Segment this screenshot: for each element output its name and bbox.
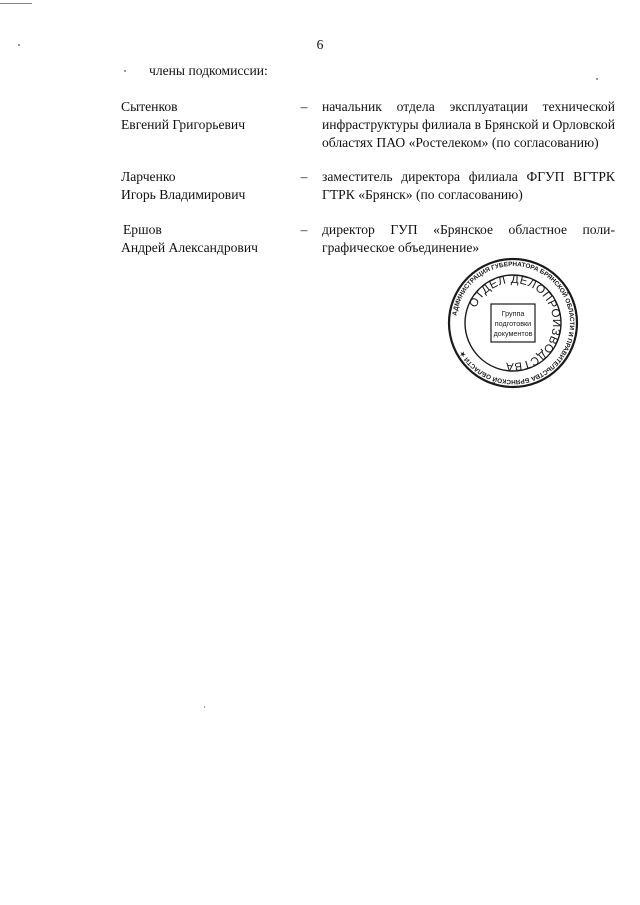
member-name [123, 221, 293, 257]
member-role: директор ГУП «Брянское областное полиграфическое объединение» [322, 222, 615, 255]
stamp-center-line: документов [493, 329, 533, 338]
member-name [121, 98, 291, 134]
stamp-outer-ring-text: АДМИНИСТРАЦИЯ ГУБЕРНАТОРА БРЯНСКОЙ ОБЛАСТИ И ПРАВИТЕЛЬСТВА БРЯНСКОЙ ОБЛАСТИ ★ [451, 260, 576, 386]
member-surname: Сытенков [121, 99, 178, 114]
page-number: 6 [316, 37, 324, 52]
member-dash: – [300, 169, 308, 184]
scan-edge-mark [0, 3, 32, 4]
scan-speck [596, 78, 598, 80]
member-role: заместитель директора филиала ФГУП ВГТРК ГТРК «Брянск» (по согласованию) [322, 169, 615, 202]
member-given-names: Евгений Григорьевич [121, 117, 246, 132]
member-given-names: Андрей Александрович [121, 240, 258, 255]
official-stamp [447, 257, 579, 389]
scan-speck [204, 706, 205, 708]
section-label: члены подкомиссии: [149, 63, 268, 78]
member-surname: Ершов [123, 222, 162, 237]
scan-speck [124, 70, 126, 72]
scan-speck [18, 44, 20, 46]
member-given-names: Игорь Владимирович [121, 187, 246, 202]
stamp-center-line: Группа [501, 309, 525, 318]
member-role: начальник отдела эксплуатации технической инфраструктуры филиала в Брянской и Орловской областях ПАО «Ростелеком» (по согласованию) [322, 99, 615, 150]
member-surname: Ларченко [121, 169, 176, 184]
member-dash: – [300, 222, 308, 237]
stamp-center-line: подготовки [494, 319, 532, 328]
stamp-inner-ring-text: ОТДЕЛ ДЕЛОПРОИЗВОДСТВА [467, 273, 563, 373]
member-dash: – [300, 99, 308, 114]
member-name [121, 168, 291, 204]
